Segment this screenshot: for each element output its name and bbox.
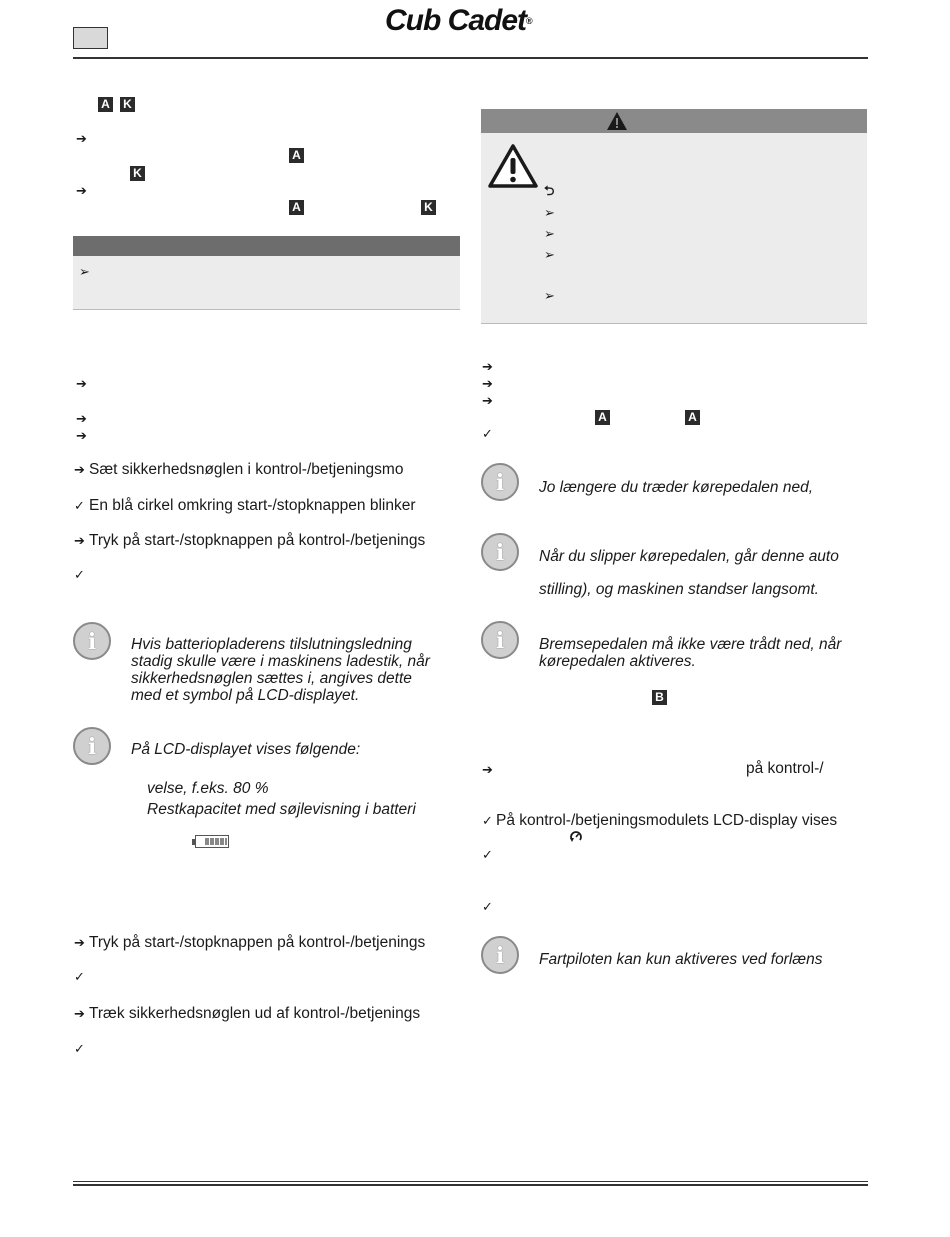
check-icon: ✓ <box>74 567 85 582</box>
brand-logo <box>385 4 560 38</box>
info-lcd-title: På LCD-displayet vises følgende: <box>131 741 361 758</box>
info-pedal-depth: Jo længere du træder kørepedalen ned, <box>539 479 813 496</box>
battery-icon <box>192 835 230 849</box>
marker-k: K <box>421 200 436 215</box>
note-panel-header <box>73 236 460 256</box>
step-blue-circle: En blå cirkel omkring start-/stopknappen blinker <box>89 497 416 514</box>
info-charger-line-3: sikkerhedsnøglen sættes i, angives dette <box>131 670 412 687</box>
brand-name: Cub Cadet <box>385 4 526 37</box>
step-press-start: Tryk på start-/stopknappen på kontrol-/betjenings <box>89 532 426 549</box>
cruise-control-icon <box>569 830 583 843</box>
arrow-icon: ➔ <box>76 411 87 426</box>
step-insert-key: Sæt sikkerhedsnøglen i kontrol-/betjeningsmo <box>89 461 404 478</box>
triangle-bullet-icon: ➢ <box>544 288 555 303</box>
info-charger-line-1: Hvis batteriopladerens tilslutningsledning <box>131 636 412 653</box>
step-tail-text: på kontrol-/ <box>746 760 824 777</box>
warning-header-icon <box>606 111 628 131</box>
page-number-box <box>73 27 108 49</box>
arrow-icon: ➔ <box>74 462 85 477</box>
info-pedal-release-2: stilling), og maskinen standser langsomt. <box>539 581 819 598</box>
footer-rule-thick <box>73 1184 868 1186</box>
warning-panel-header <box>481 109 867 133</box>
arrow-icon: ➔ <box>482 359 493 374</box>
warning-triangle-icon <box>487 143 539 189</box>
arrow-icon: ➔ <box>482 393 493 408</box>
check-icon: ✓ <box>482 899 493 914</box>
info-icon: i <box>481 621 519 659</box>
note-panel <box>73 256 460 310</box>
marker-a: A <box>289 148 304 163</box>
check-icon: ✓ <box>74 498 85 513</box>
header-rule <box>73 57 868 59</box>
marker-k-top: K <box>120 97 135 112</box>
marker-k: K <box>130 166 145 181</box>
info-icon: i <box>73 727 111 765</box>
check-icon: ✓ <box>74 1041 85 1056</box>
check-icon: ✓ <box>482 426 493 441</box>
circle-arrow-icon: ⮌ <box>544 183 555 198</box>
marker-a-top: A <box>98 97 113 112</box>
triangle-bullet-icon: ➢ <box>544 247 555 262</box>
arrow-icon: ➔ <box>76 183 87 198</box>
arrow-icon: ➔ <box>76 428 87 443</box>
info-icon: i <box>481 463 519 501</box>
marker-a: A <box>685 410 700 425</box>
arrow-icon: ➔ <box>482 762 493 777</box>
info-brake-2: kørepedalen aktiveres. <box>539 653 696 670</box>
brand-registered-mark: ® <box>526 16 532 26</box>
arrow-icon: ➔ <box>74 1006 85 1021</box>
marker-a: A <box>595 410 610 425</box>
step-press-stop: Tryk på start-/stopknappen på kontrol-/betjenings <box>89 934 426 951</box>
arrow-icon: ➔ <box>74 935 85 950</box>
arrow-icon: ➔ <box>76 131 87 146</box>
info-icon: i <box>73 622 111 660</box>
check-lcd-display: På kontrol-/betjeningsmodulets LCD-display vises <box>496 812 838 829</box>
triangle-bullet-icon: ➢ <box>544 205 555 220</box>
info-pedal-release-1: Når du slipper kørepedalen, går denne auto <box>539 548 839 565</box>
step-remove-key: Træk sikkerhedsnøglen ud af kontrol-/betjenings <box>89 1005 421 1022</box>
info-brake-1: Bremsepedalen må ikke være trådt ned, når <box>539 636 842 653</box>
check-icon: ✓ <box>482 813 493 828</box>
triangle-bullet-icon: ➢ <box>79 264 90 279</box>
info-icon: i <box>481 936 519 974</box>
marker-a: A <box>289 200 304 215</box>
check-icon: ✓ <box>482 847 493 862</box>
battery-fill <box>205 838 227 845</box>
arrow-icon: ➔ <box>482 376 493 391</box>
triangle-bullet-icon: ➢ <box>544 226 555 241</box>
info-charger-line-2: stadig skulle være i maskinens ladestik, når <box>131 653 430 670</box>
info-cruise-forward: Fartpiloten kan kun aktiveres ved forlæns <box>539 951 823 968</box>
arrow-icon: ➔ <box>74 533 85 548</box>
arrow-icon: ➔ <box>76 376 87 391</box>
info-charger-line-4: med et symbol på LCD-displayet. <box>131 687 360 704</box>
check-icon: ✓ <box>74 969 85 984</box>
info-lcd-line-1: velse, f.eks. 80 % <box>147 780 269 797</box>
marker-b: B <box>652 690 667 705</box>
footer-rule <box>73 1181 868 1182</box>
info-lcd-line-2: Restkapacitet med søjlevisning i batteri <box>147 801 416 818</box>
info-icon: i <box>481 533 519 571</box>
